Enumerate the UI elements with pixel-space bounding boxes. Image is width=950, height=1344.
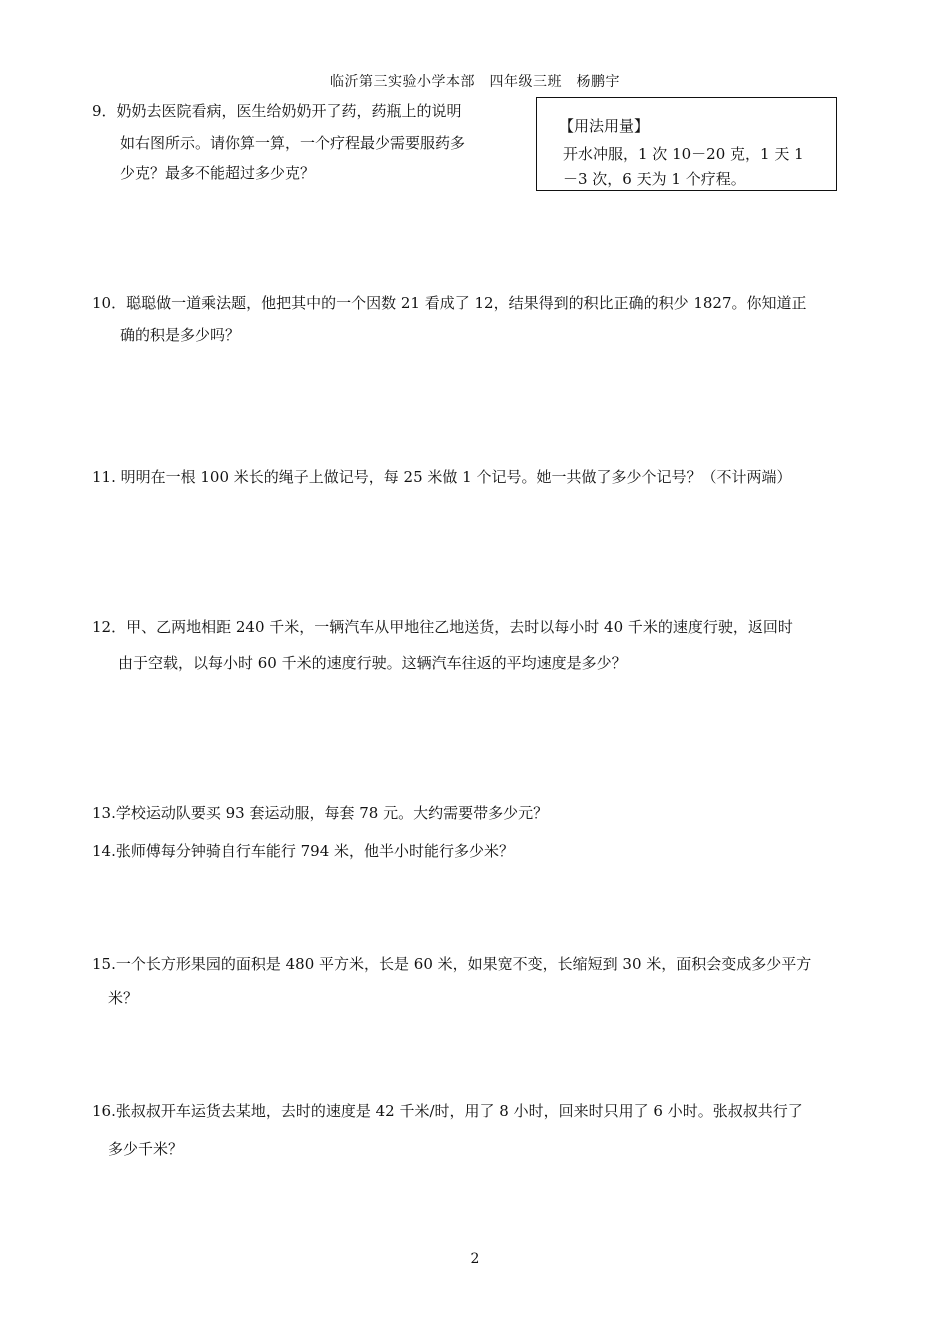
page-number: 2 [470,1251,480,1267]
question-16-line-1: 16.张叔叔开车运货去某地，去时的速度是 42 千米/时，用了 8 小时，回来时只用了 6 小时。张叔叔共行了 [92,1102,803,1120]
question-9-line-2: 如右图所示。请你算一算，一个疗程最少需要服药多 [120,134,466,152]
question-15-line-2: 米？ [108,989,139,1007]
question-12-line-2: 由于空载，以每小时 60 千米的速度行驶。这辆汽车往返的平均速度是多少？ [118,654,627,672]
question-10-line-1: 10．聪聪做一道乘法题，他把其中的一个因数 21 看成了 12，结果得到的积比正确的积少 1827。你知道正 [92,294,807,312]
question-10-line-2: 确的积是多少吗？ [120,326,241,344]
dosage-box-title: 【用法用量】 [559,117,650,135]
dosage-box-line-2: －3 次，6 天为 1 个疗程。 [563,170,746,188]
question-9-line-1: 9．奶奶去医院看病，医生给奶奶开了药，药瓶上的说明 [92,102,462,120]
question-14-line-1: 14.张师傅每分钟骑自行车能行 794 米，他半小时能行多少米？ [92,842,515,860]
question-12-line-1: 12．甲、乙两地相距 240 千米，一辆汽车从甲地往乙地送货，去时以每小时 40 千米的速度行驶，返回时 [92,618,793,636]
question-16-line-2: 多少千米？ [108,1140,184,1158]
question-11-line-1: 11. 明明在一根 100 米长的绳子上做记号，每 25 米做 1 个记号。她一共做了多少个记号？（不计两端） [92,468,792,486]
page-header: 临沂第三实验小学本部 四年级三班 杨鹏宇 [330,74,620,90]
question-13-line-1: 13.学校运动队要买 93 套运动服，每套 78 元。大约需要带多少元？ [92,804,549,822]
question-15-line-1: 15.一个长方形果园的面积是 480 平方米，长是 60 米，如果宽不变，长缩短到 30 米，面积会变成多少平方 [92,955,812,973]
question-9-line-3: 少克？最多不能超过多少克？ [120,164,316,182]
dosage-box-line-1: 开水冲服，1 次 10－20 克，1 天 1 [563,145,804,163]
dosage-instructions-box [536,97,837,191]
